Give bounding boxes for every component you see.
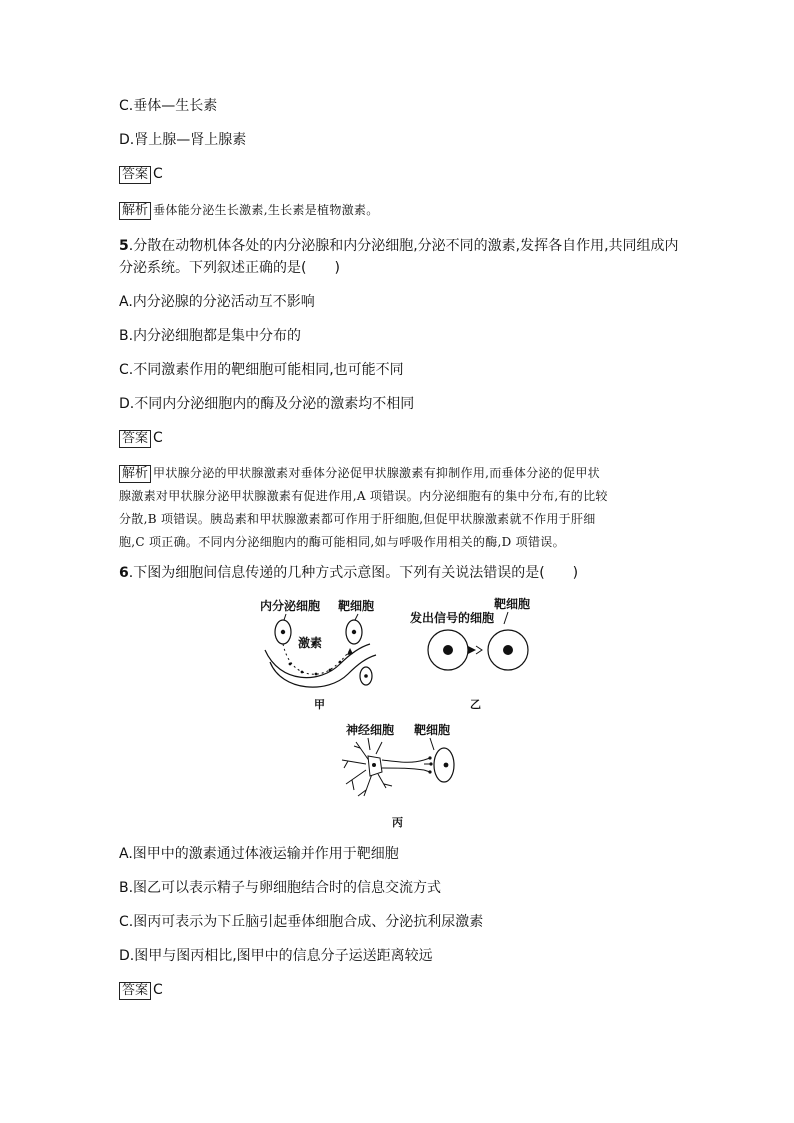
answer-value: C — [153, 166, 163, 182]
explanation-row — [119, 201, 379, 220]
explanation-row — [119, 464, 600, 483]
option-c: C.垂体—生长素 — [119, 98, 218, 114]
label-target-cell: 靶细胞 — [494, 597, 531, 611]
answer-tag: 答案 — [119, 982, 151, 1000]
neuron — [342, 742, 431, 796]
question-text: .分散在动物机体各处的内分泌腺和内分泌细胞,分泌不同的激素,发挥各自作用,共同组成内 — [128, 238, 679, 254]
answer-tag: 答案 — [119, 430, 151, 448]
question-number: 5 — [119, 238, 129, 254]
option-d: D.图甲与图丙相比,图甲中的信息分子运送距离较远 — [119, 948, 433, 964]
answer-value: C — [153, 982, 163, 998]
answer-tag: 答案 — [119, 166, 151, 184]
option-d: D.不同内分泌细胞内的酶及分泌的激素均不相同 — [119, 396, 415, 412]
option-c: C.不同激素作用的靶细胞可能相同,也可能不同 — [119, 362, 404, 378]
label-signal-cell: 发出信号的细胞 — [410, 611, 495, 625]
option-d: D.肾上腺—肾上腺素 — [119, 132, 247, 148]
caption-jia: 甲 — [314, 698, 325, 711]
option-a: A.图甲中的激素通过体液运输并作用于靶细胞 — [119, 846, 399, 862]
caption-yi: 乙 — [470, 698, 481, 711]
explanation-text: 垂体能分泌生长激素,生长素是植物激素。 — [153, 203, 379, 217]
label-target-cell: 靶细胞 — [338, 599, 375, 613]
answer-row — [119, 165, 163, 184]
label-neuron: 神经细胞 — [346, 723, 395, 737]
option-b: B.内分泌细胞都是集中分布的 — [119, 328, 302, 344]
explanation-tag: 解析 — [119, 465, 151, 483]
explanation-tag: 解析 — [119, 202, 151, 220]
diagram-yi — [409, 596, 530, 711]
option-a: A.内分泌腺的分泌活动互不影响 — [119, 294, 315, 310]
label-endocrine-cell: 内分泌细胞 — [260, 599, 321, 613]
option-b: B.图乙可以表示精子与卵细胞结合时的信息交流方式 — [119, 880, 442, 896]
answer-row — [119, 429, 163, 448]
explanation-text: 分散,B 项错误。胰岛素和甲状腺激素都可作用于肝细胞,但促甲状腺激素就不作用于肝细 — [119, 512, 596, 526]
cell-signaling-figure — [250, 592, 550, 832]
explanation-text: 腺激素对甲状腺分泌甲状腺激素有促进作用,A 项错误。内分泌细胞有的集中分布,有的比较 — [119, 489, 608, 503]
diagram-bing — [342, 722, 454, 829]
option-c: C.图丙可表示为下丘脑引起垂体细胞合成、分泌抗利尿激素 — [119, 914, 484, 930]
answer-value: C — [153, 430, 163, 446]
diagram-jia — [260, 598, 376, 711]
explanation-text: 甲状腺分泌的甲状腺激素对垂体分泌促甲状腺激素有抑制作用,而垂体分泌的促甲状 — [153, 466, 600, 480]
question-text: .下图为细胞间信息传递的几种方式示意图。下列有关说法错误的是( ) — [128, 565, 579, 581]
question-5-stem-line1 — [119, 237, 679, 255]
label-target-cell: 靶细胞 — [414, 723, 451, 737]
caption-bing: 丙 — [392, 816, 403, 829]
question-5-stem-line2: 分泌系统。下列叙述正确的是( ) — [119, 260, 340, 276]
question-6-stem — [119, 564, 578, 582]
label-hormone: 激素 — [298, 636, 323, 650]
blood-vessel-lower — [270, 655, 376, 687]
answer-row — [119, 981, 163, 1000]
explanation-text: 胞,C 项正确。不同内分泌细胞内的酶可能相同,如与呼吸作用相关的酶,D 项错误。 — [119, 535, 565, 549]
question-number: 6 — [119, 565, 129, 581]
